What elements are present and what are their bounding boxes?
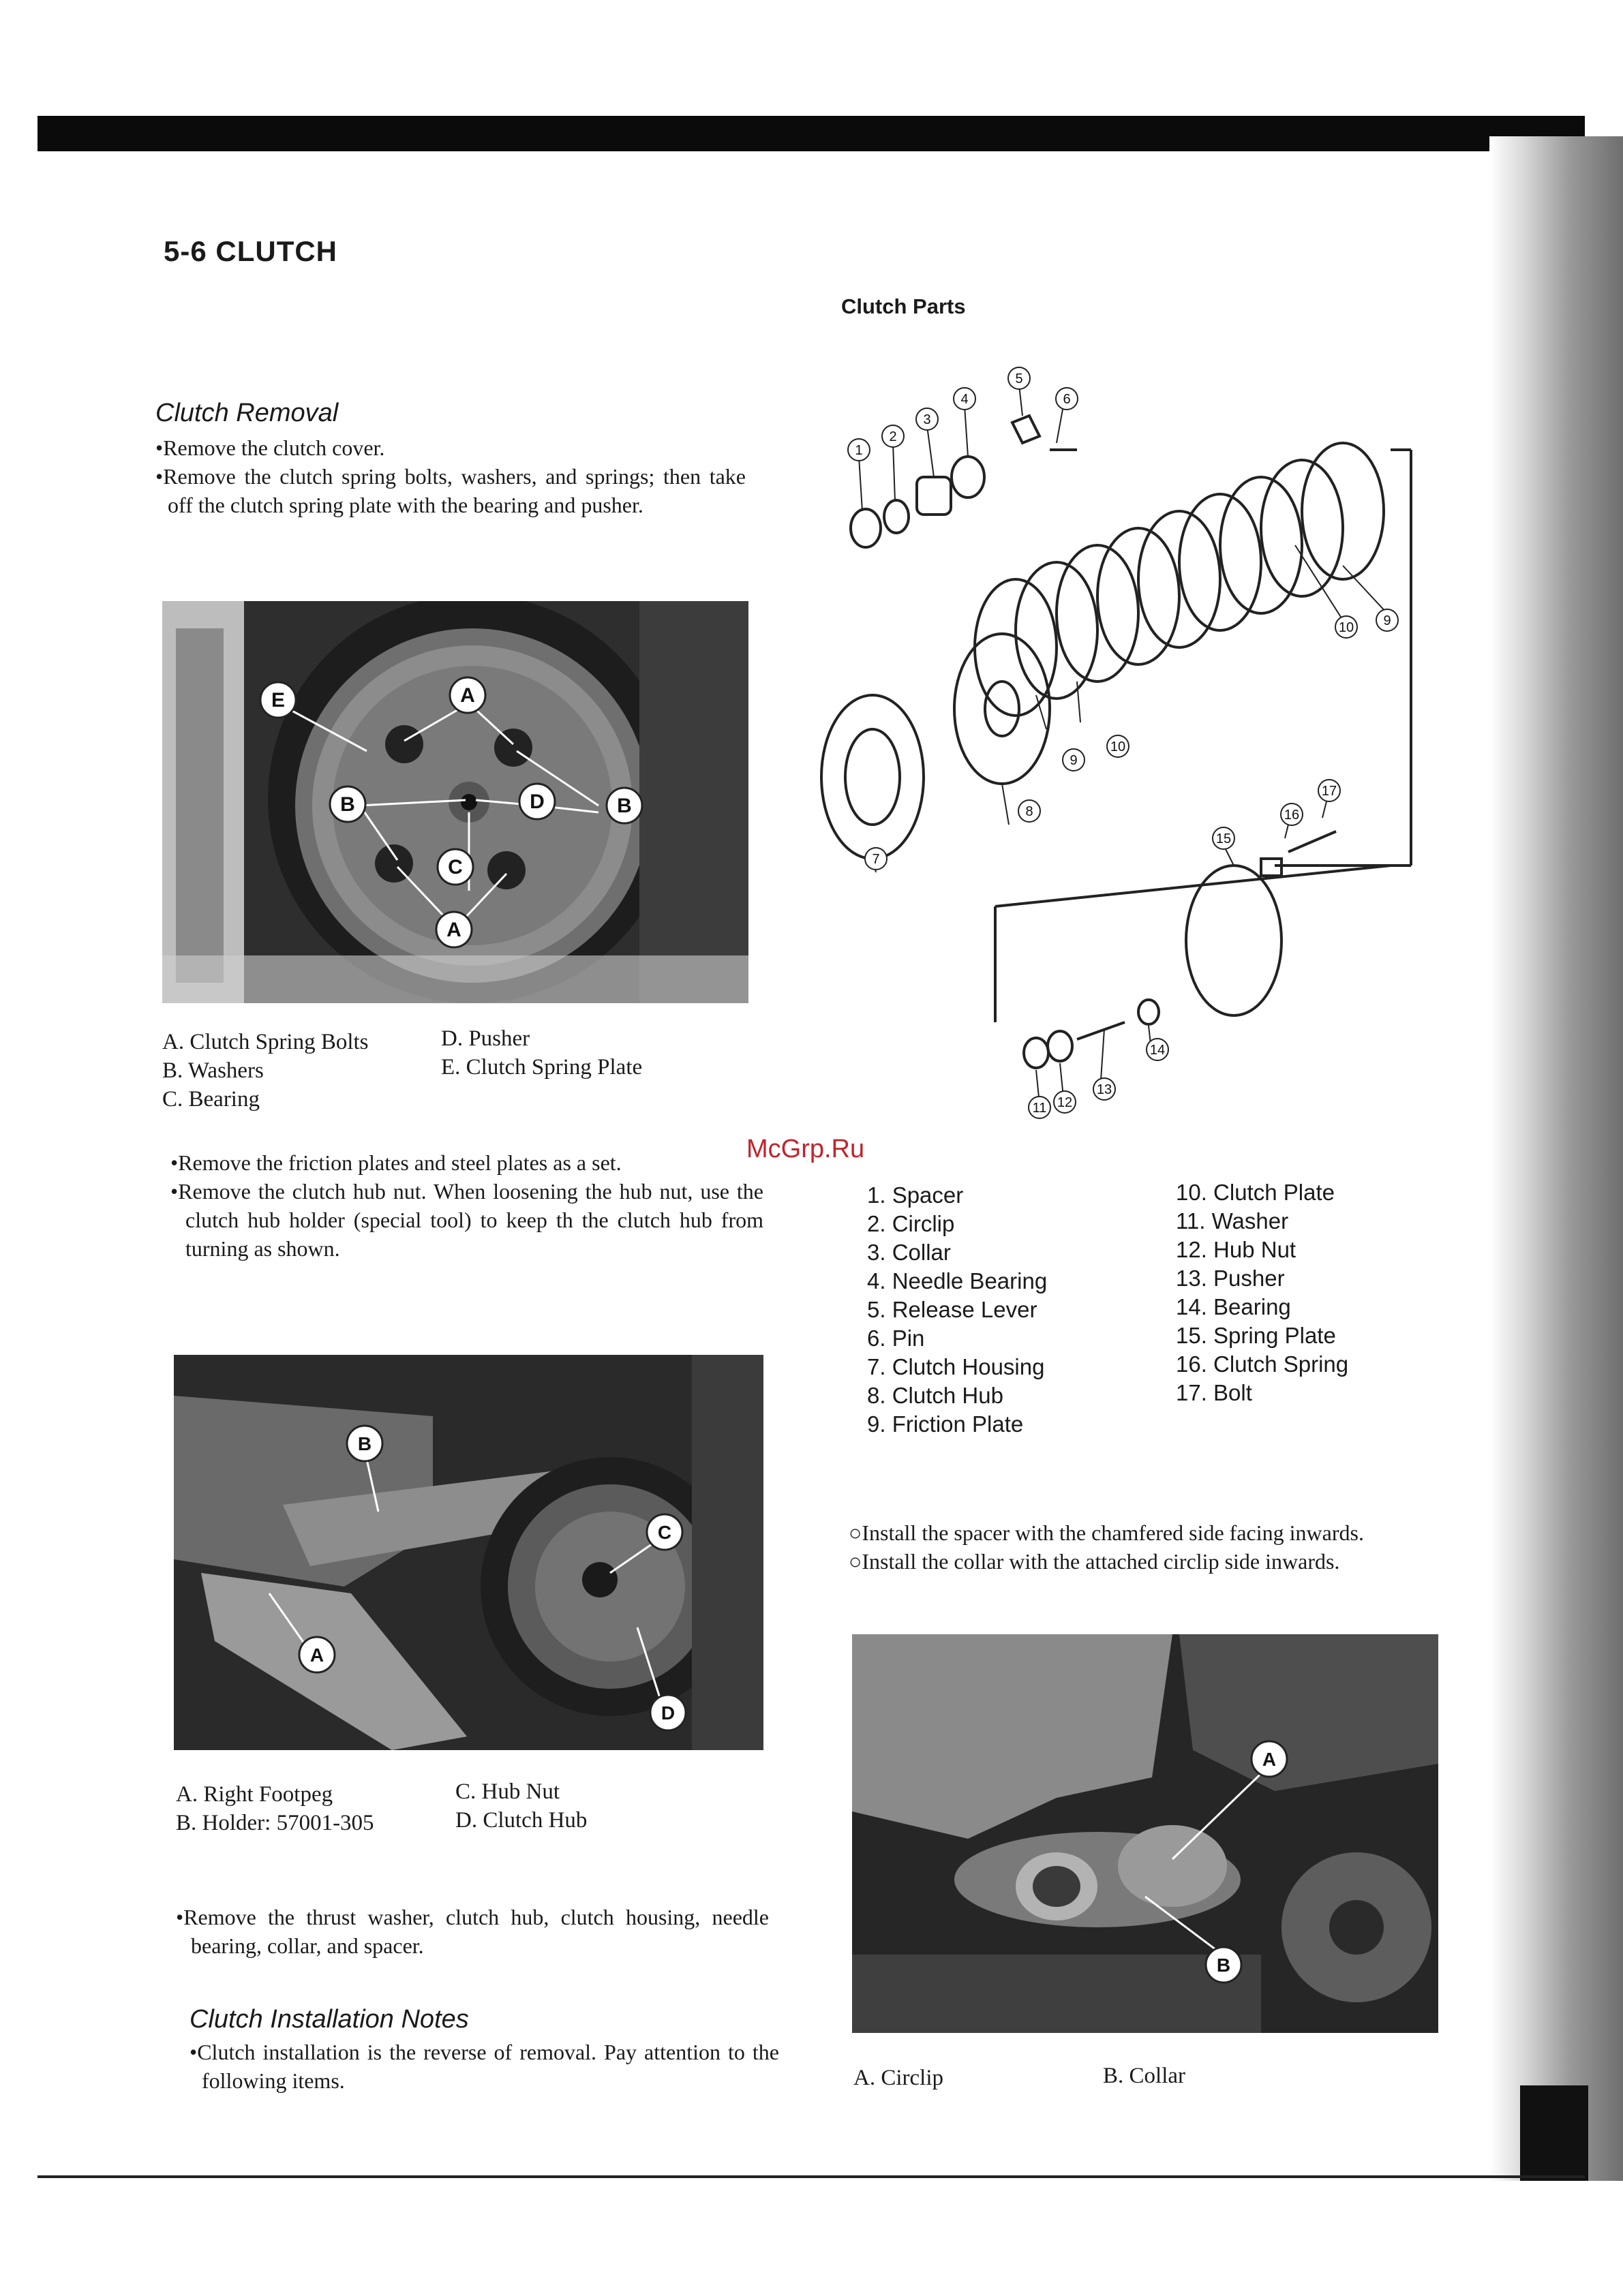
clutch-photo-2-drawing xyxy=(174,1355,763,1750)
removal3-step xyxy=(176,1903,769,1960)
install-note-1: ○Install the spacer with the chamfered side facing inwards. xyxy=(849,1520,1364,1545)
install-note-2: ○Install the collar with the attached circlip side inwards. xyxy=(849,1549,1340,1574)
removal-steps xyxy=(155,433,746,519)
part-num-6: 6 xyxy=(1063,392,1071,407)
photo1-label-c: C xyxy=(448,856,463,878)
photo3-legend-b: B. Collar xyxy=(1103,2064,1185,2088)
photo1-label-b-left: B xyxy=(340,793,355,816)
page-bottom-border xyxy=(37,2175,1585,2178)
photo1-legend-e: E. Clutch Spring Plate xyxy=(441,1055,643,1080)
part-num-12: 12 xyxy=(1057,1095,1073,1110)
photo3-legend-a: A. Circlip xyxy=(853,2066,943,2090)
part-num-13: 13 xyxy=(1096,1082,1112,1097)
photo3-label-a: A xyxy=(1262,1749,1277,1770)
photo1-legend-a: A. Clutch Spring Bolts xyxy=(162,1030,369,1054)
photo1-legend-col1 xyxy=(162,1028,369,1114)
photo-clutch-spring-plate xyxy=(162,601,748,1003)
photo2-legend-b: B. Holder: 57001-305 xyxy=(176,1811,374,1835)
page-title: 5-6 CLUTCH xyxy=(164,235,338,267)
photo2-label-b: B xyxy=(357,1433,372,1454)
photo-circlip-collar xyxy=(852,1634,1438,2033)
removal3-step-text: •Remove the thrust washer, clutch hub, clutch housing, needle bearing, collar, and spacer. xyxy=(176,1905,769,1958)
part-num-9a: 9 xyxy=(1070,753,1078,768)
photo-clutch-hub-holder xyxy=(174,1355,763,1750)
photo3-label-b: B xyxy=(1216,1955,1231,1976)
part-item-15: 15. Spring Plate xyxy=(1176,1323,1336,1348)
part-num-10a: 10 xyxy=(1110,739,1126,754)
part-item-9: 9. Friction Plate xyxy=(867,1411,1024,1437)
part-item-10: 10. Clutch Plate xyxy=(1176,1180,1335,1205)
part-item-4: 4. Needle Bearing xyxy=(867,1268,1048,1294)
part-item-5: 5. Release Lever xyxy=(867,1297,1037,1322)
removal2-steps xyxy=(170,1148,763,1263)
clutch-photo-3-drawing xyxy=(852,1634,1438,2033)
photo1-legend-col2 xyxy=(441,1024,642,1082)
photo1-label-a-bottom: A xyxy=(446,919,461,941)
clutch-photo-1-drawing xyxy=(162,601,748,1003)
photo1-legend-b: B. Washers xyxy=(162,1058,264,1083)
photo1-legend-c: C. Bearing xyxy=(162,1087,260,1112)
part-num-4: 4 xyxy=(960,392,969,407)
photo2-legend-a: A. Right Footpeg xyxy=(176,1782,333,1807)
part-num-14: 14 xyxy=(1149,1043,1166,1058)
part-item-6: 6. Pin xyxy=(867,1326,925,1351)
page-top-border xyxy=(37,116,1585,151)
photo2-label-c: C xyxy=(657,1522,672,1543)
photo2-legend-c: C. Hub Nut xyxy=(455,1779,560,1804)
part-num-10b: 10 xyxy=(1338,620,1354,635)
install-title: Clutch Installation Notes xyxy=(189,2005,469,2034)
part-item-3: 3. Collar xyxy=(867,1240,951,1265)
install-notes xyxy=(849,1518,1445,1576)
part-num-5: 5 xyxy=(1015,371,1023,386)
part-num-2: 2 xyxy=(889,429,897,444)
photo2-label-a: A xyxy=(309,1644,324,1666)
photo2-legend-col1 xyxy=(176,1780,374,1837)
install-step xyxy=(189,2038,779,2095)
part-num-16: 16 xyxy=(1284,808,1300,823)
page-corner-shadow xyxy=(1520,2085,1588,2181)
photo2-legend-col2 xyxy=(455,1777,587,1835)
removal-step-2: •Remove the clutch spring bolts, washers, and springs; then take off the clutch spring plate with the bearing and pusher. xyxy=(155,464,746,517)
part-item-8: 8. Clutch Hub xyxy=(867,1383,1003,1408)
parts-list-col1 xyxy=(867,1181,1047,1439)
part-num-17: 17 xyxy=(1321,784,1337,799)
part-item-1: 1. Spacer xyxy=(867,1182,964,1208)
install-step-text: •Clutch installation is the reverse of removal. Pay attention to the following items. xyxy=(189,2040,779,2093)
removal2-step-2: •Remove the clutch hub nut. When loosening the hub nut, use the clutch hub holder (special tool) to keep th the clutch hub from turning as shown. xyxy=(170,1179,763,1261)
removal-step-1: •Remove the clutch cover. xyxy=(155,435,385,460)
clutch-parts-diagram xyxy=(804,341,1445,1145)
part-item-17: 17. Bolt xyxy=(1176,1380,1252,1405)
photo1-legend-d: D. Pusher xyxy=(441,1026,530,1051)
watermark: McGrp.Ru xyxy=(746,1135,865,1163)
part-num-7: 7 xyxy=(872,852,880,867)
photo1-label-e: E xyxy=(271,689,286,711)
exploded-view-drawing xyxy=(804,341,1445,1145)
part-item-16: 16. Clutch Spring xyxy=(1176,1351,1349,1377)
part-num-9b: 9 xyxy=(1383,613,1391,628)
photo2-legend-d: D. Clutch Hub xyxy=(455,1808,588,1833)
part-num-1: 1 xyxy=(855,443,863,458)
part-num-8: 8 xyxy=(1025,804,1033,819)
removal2-step-1: •Remove the friction plates and steel plates as a set. xyxy=(170,1150,622,1175)
removal-title: Clutch Removal xyxy=(155,399,339,427)
photo2-label-d: D xyxy=(661,1702,676,1724)
part-num-15: 15 xyxy=(1215,831,1232,846)
parts-title: Clutch Parts xyxy=(841,294,966,318)
part-item-11: 11. Washer xyxy=(1176,1208,1289,1234)
part-num-11: 11 xyxy=(1032,1101,1047,1116)
parts-list-col2 xyxy=(1176,1178,1348,1407)
part-item-14: 14. Bearing xyxy=(1176,1294,1291,1319)
part-item-7: 7. Clutch Housing xyxy=(867,1354,1045,1379)
photo1-label-b-right: B xyxy=(617,795,632,817)
page-binding-shadow xyxy=(1489,136,1623,2181)
part-num-3: 3 xyxy=(923,412,931,427)
part-item-13: 13. Pusher xyxy=(1176,1266,1285,1291)
part-item-12: 12. Hub Nut xyxy=(1176,1237,1296,1262)
part-item-2: 2. Circlip xyxy=(867,1211,955,1236)
photo1-label-a-top: A xyxy=(460,684,475,707)
photo1-label-d: D xyxy=(530,791,545,813)
